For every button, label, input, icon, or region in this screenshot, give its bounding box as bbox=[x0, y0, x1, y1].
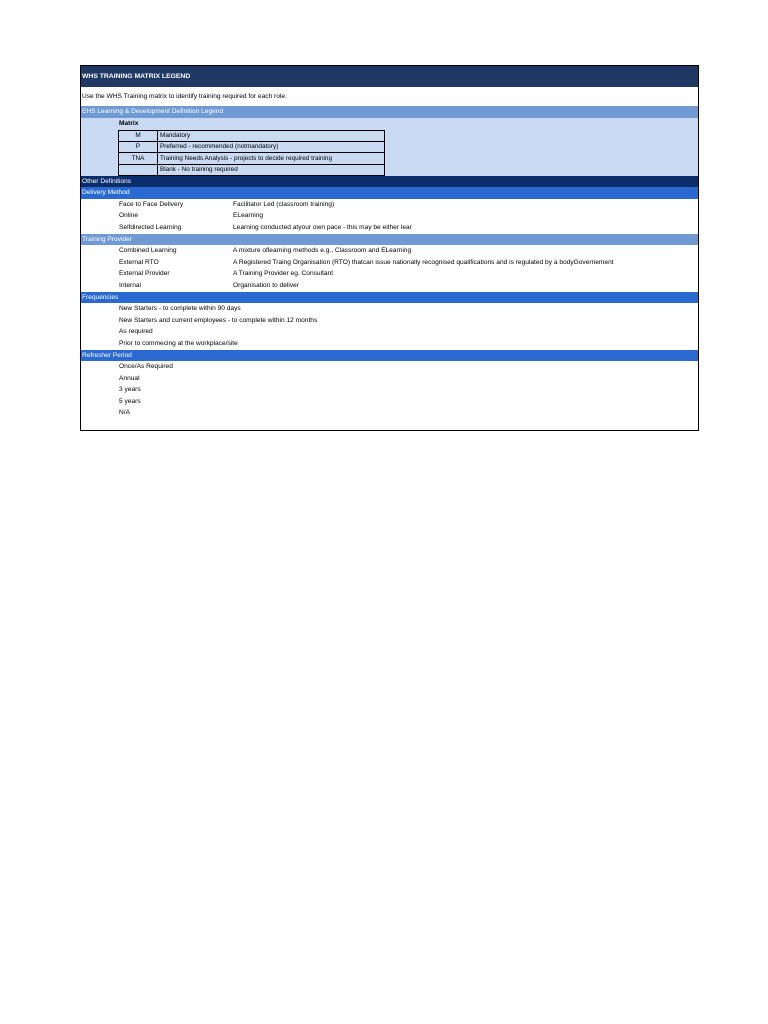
refresher-item: 5 years bbox=[119, 397, 141, 405]
intro-text: Use the WHS Training matrix to identify training required for each role. bbox=[81, 87, 698, 106]
matrix-desc: Training Needs Analysis - projects to decide required training bbox=[158, 153, 385, 164]
training-provider-header: Training Provider bbox=[81, 234, 698, 246]
refresher-period-header: Refresher Period bbox=[81, 350, 698, 362]
list-item bbox=[81, 396, 698, 408]
definition-desc: Learning conducted atyour own pace - this may be either lear bbox=[233, 223, 412, 231]
list-item bbox=[81, 303, 698, 315]
legend-section-header: EHS Learning & Development Definition Legend bbox=[81, 106, 698, 118]
matrix-code: P bbox=[119, 141, 158, 152]
refresher-item: N/A bbox=[119, 409, 130, 417]
matrix-code: M bbox=[119, 130, 158, 141]
definition-term: External Provider bbox=[119, 270, 170, 278]
list-item bbox=[81, 407, 698, 419]
definition-term: Face to Face Delivery bbox=[119, 200, 184, 208]
matrix-row bbox=[119, 153, 385, 164]
matrix-desc: Preferred - recommended (notmandatory) bbox=[158, 141, 385, 152]
matrix-row bbox=[119, 141, 385, 152]
matrix-desc: Blank - No training required bbox=[158, 164, 385, 175]
definition-desc: A Training Provider eg. Consultant bbox=[233, 270, 334, 278]
list-item bbox=[81, 222, 698, 234]
definition-desc: A Registered Traing Organisation (RTO) thatcan issue nationally recognised qualifications and is regulated by a bodyGovernement bbox=[233, 258, 614, 266]
definition-term: External RTO bbox=[119, 258, 159, 266]
definition-term: Internal bbox=[119, 281, 141, 289]
refresher-item: 3 years bbox=[119, 386, 141, 394]
list-item bbox=[81, 315, 698, 327]
matrix-desc: Mandatory bbox=[158, 130, 385, 141]
list-item bbox=[81, 245, 698, 257]
sheet-title: WHS TRAINING MATRIX LEGEND bbox=[81, 66, 698, 87]
list-item bbox=[81, 338, 698, 350]
matrix-code: TNA bbox=[119, 153, 158, 164]
frequency-item: New Starters - to complete within 90 days bbox=[119, 305, 241, 313]
list-item bbox=[81, 373, 698, 385]
definition-desc: Facilitator Led (classroom training) bbox=[233, 200, 335, 208]
frequency-item: Prior to commecing at the workplace/site bbox=[119, 339, 238, 347]
matrix-label: Matrix bbox=[119, 119, 139, 127]
matrix-row bbox=[119, 164, 385, 175]
list-item bbox=[81, 268, 698, 280]
definition-term: Selfdirected Learning bbox=[119, 223, 182, 231]
matrix-row bbox=[119, 130, 385, 141]
list-item bbox=[81, 199, 698, 211]
list-item bbox=[81, 280, 698, 292]
list-item bbox=[81, 326, 698, 338]
definition-desc: Organisation to deliver bbox=[233, 281, 299, 289]
legend-sheet bbox=[80, 65, 699, 431]
matrix-code bbox=[119, 164, 158, 175]
definition-term: Online bbox=[119, 212, 139, 220]
list-item bbox=[81, 257, 698, 269]
definition-desc: ELearning bbox=[233, 212, 264, 220]
frequencies-header: Frequencies bbox=[81, 292, 698, 304]
list-item bbox=[81, 384, 698, 396]
matrix-legend-area bbox=[81, 118, 698, 176]
other-definitions-header: Other Definitions bbox=[81, 176, 698, 188]
definition-desc: A mixture oflearning methods e.g., Classroom and ELearning bbox=[233, 247, 412, 255]
refresher-item: Once/As Required bbox=[119, 363, 173, 371]
delivery-method-header: Delivery Method bbox=[81, 187, 698, 199]
matrix-legend-table bbox=[118, 130, 385, 177]
definition-term: Combined Learning bbox=[119, 247, 177, 255]
list-item bbox=[81, 361, 698, 373]
frequency-item: As required bbox=[119, 328, 153, 336]
list-item bbox=[81, 210, 698, 222]
frequency-item: New Starters and current employees - to complete within 12 months bbox=[119, 316, 318, 324]
refresher-item: Annual bbox=[119, 374, 140, 382]
